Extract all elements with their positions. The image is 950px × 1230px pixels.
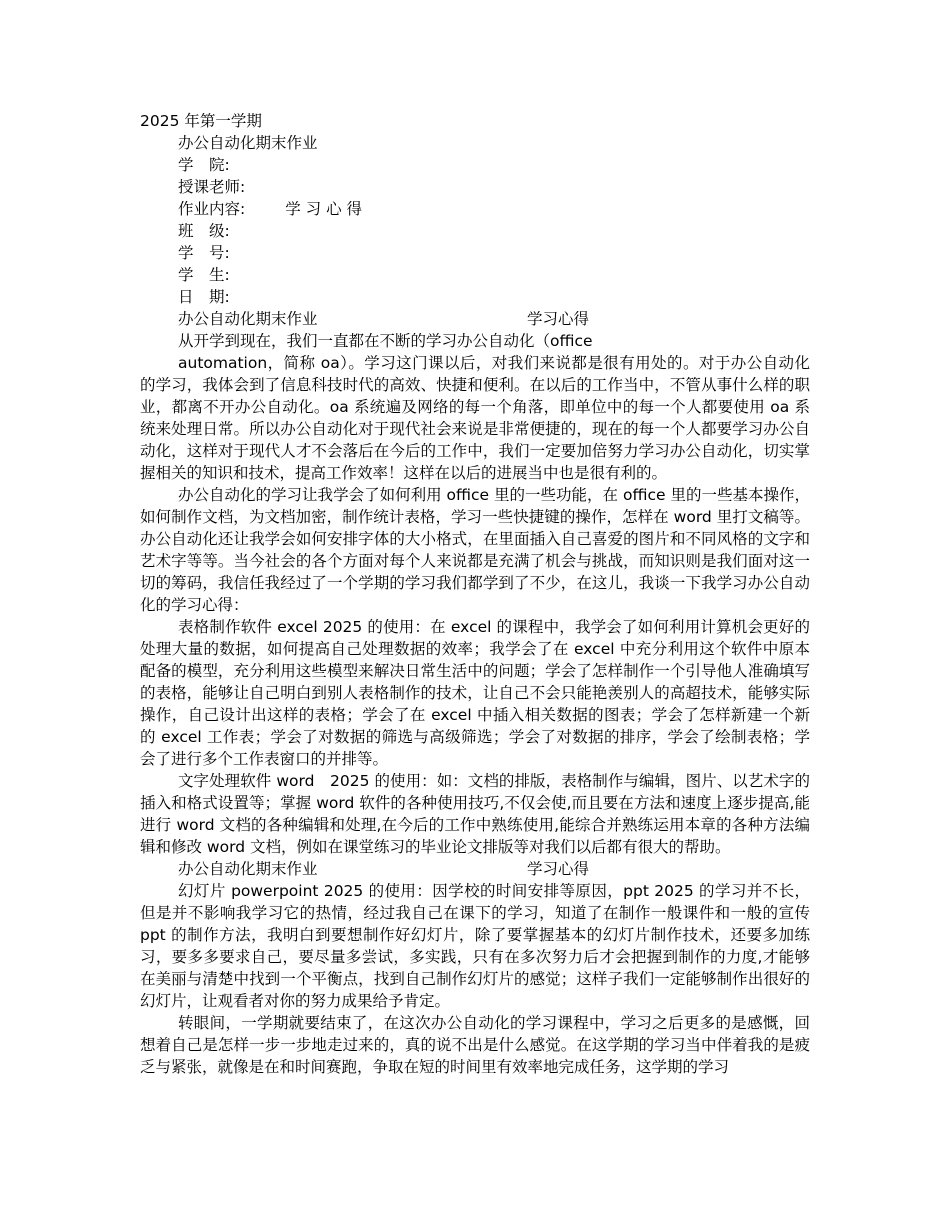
field-content: [140, 198, 810, 220]
intro-line: 从开学到现在，我们一直都在不断的学习办公自动化（office: [178, 332, 593, 350]
running-header-2-right: 学习心得: [527, 860, 590, 878]
field-date: 日 期:: [178, 288, 230, 306]
paragraph-word: 文字处理软件 word 2025 的使用：如：文档的排版，表格制作与编辑，图片、以艺术字的插入和格式设置等；掌握 word 软件的各种使用技巧,不仅会使,而且要在方法和速度上逐步提高,能进行 word 文档的各种编辑和处理,在今后的工作中熟练使用,能综合并熟练运用本章的各种方法编辑和修改 word 文档，例如在课堂练习的毕业论文排版等对我们以后都有很大的帮助。: [140, 772, 810, 856]
field-class: 班 级:: [178, 222, 230, 240]
paragraph-powerpoint: 幻灯片 powerpoint 2025 的使用：因学校的时间安排等原因，ppt 2025 的学习并不长，但是并不影响我学习它的热情，经过我自己在课下的学习，知道了在制作一般课件和一般的宣传 ppt 的制作方法，我明白到要想制作好幻灯片，除了要掌握基本的幻灯片制作技术，还要多加练习，要多多要求自己，要尽量多尝试，多实践，只有在多次努力后才会把握到制作的力度,才能够在美丽与清楚中找到一个平衡点，找到自己制作幻灯片的感觉；这样子我们一定能够制作出很好的幻灯片，让观看者对你的努力成果给予肯定。: [140, 882, 810, 1010]
field-teacher: 授课老师:: [178, 178, 246, 196]
paragraph-intro: automation，简称 oa）。学习这门课以后，对我们来说都是很有用处的。对于办公自动化的学习，我体会到了信息科技时代的高效、快捷和便利。在以后的工作当中，不管从事什么样的职业，都离不开办公自动化。oa 系统遍及网络的每一个角落，即单位中的每一个人都要使用 oa 系统来处理日常。所以办公自动化对于现代社会来说是非常便捷的，现在的每一个人都要学习办公自动化，这样对于现代人才不会落后在今后的工作中，我们一定要加倍努力学习办公自动化，切实掌握相关的知识和技术，提高工作效率！这样在以后的进展当中也是很有利的。: [140, 354, 810, 482]
field-student: 学 生:: [178, 266, 230, 284]
field-content-label: 作业内容:: [178, 200, 246, 218]
running-header-2: [140, 858, 810, 880]
running-header: [140, 308, 810, 330]
semester-label: 2025 年第一学期: [140, 112, 262, 130]
course-title: 办公自动化期末作业: [178, 134, 318, 152]
running-header-left: 办公自动化期末作业: [178, 310, 318, 328]
paragraph-excel: 表格制作软件 excel 2025 的使用：在 excel 的课程中，我学会了如何利用计算机会更好的处理大量的数据，如何提高自己处理数据的效率；我学会了在 excel 中充分利用这个软件中原本配备的模型，充分利用这些模型来解决日常生活中的问题；学会了怎样制作一个引导他人准确填写的表格，能够让自己明白到别人表格制作的技术，让自己不会只能艳羡别人的高超技术，能够实际操作，自己设计出这样的表格；学会了在 excel 中插入相关数据的图表；学会了怎样新建一个新的 excel 工作表；学会了对数据的筛选与高级筛选；学会了对数据的排序，学会了绘制表格；学会了进行多个工作表窗口的并排等。: [140, 618, 810, 768]
paragraph-office: 办公自动化的学习让我学会了如何利用 office 里的一些功能，在 office 里的一些基本操作，如何制作文档，为文档加密，制作统计表格，学习一些快捷键的操作，怎样在 word 里打文稿等。办公自动化还让我学会如何安排字体的大小格式，在里面插入自己喜爱的图片和不同风格的文字和艺术字等等。当今社会的各个方面对每个人来说都是充满了机会与挑战，而知识则是我们面对这一切的筹码，我信任我经过了一个学期的学习我们都学到了不少，在这儿，我谈一下我学习办公自动化的学习心得：: [140, 486, 810, 614]
document-page: [140, 110, 810, 1078]
paragraph-conclusion: 转眼间，一学期就要结束了，在这次办公自动化的学习课程中，学习之后更多的是感慨，回想着自己是怎样一步一步地走过来的，真的说不出是什么感觉。在这学期的学习当中伴着我的是疲乏与紧张，就像是在和时间赛跑，争取在短的时间里有效率地完成任务，这学期的学习: [140, 1014, 810, 1076]
field-student-no: 学 号:: [178, 244, 230, 262]
field-college: 学 院:: [178, 156, 230, 174]
running-header-right: 学习心得: [527, 310, 590, 328]
running-header-2-left: 办公自动化期末作业: [178, 860, 318, 878]
field-content-value: 学 习 心 得: [285, 200, 363, 218]
